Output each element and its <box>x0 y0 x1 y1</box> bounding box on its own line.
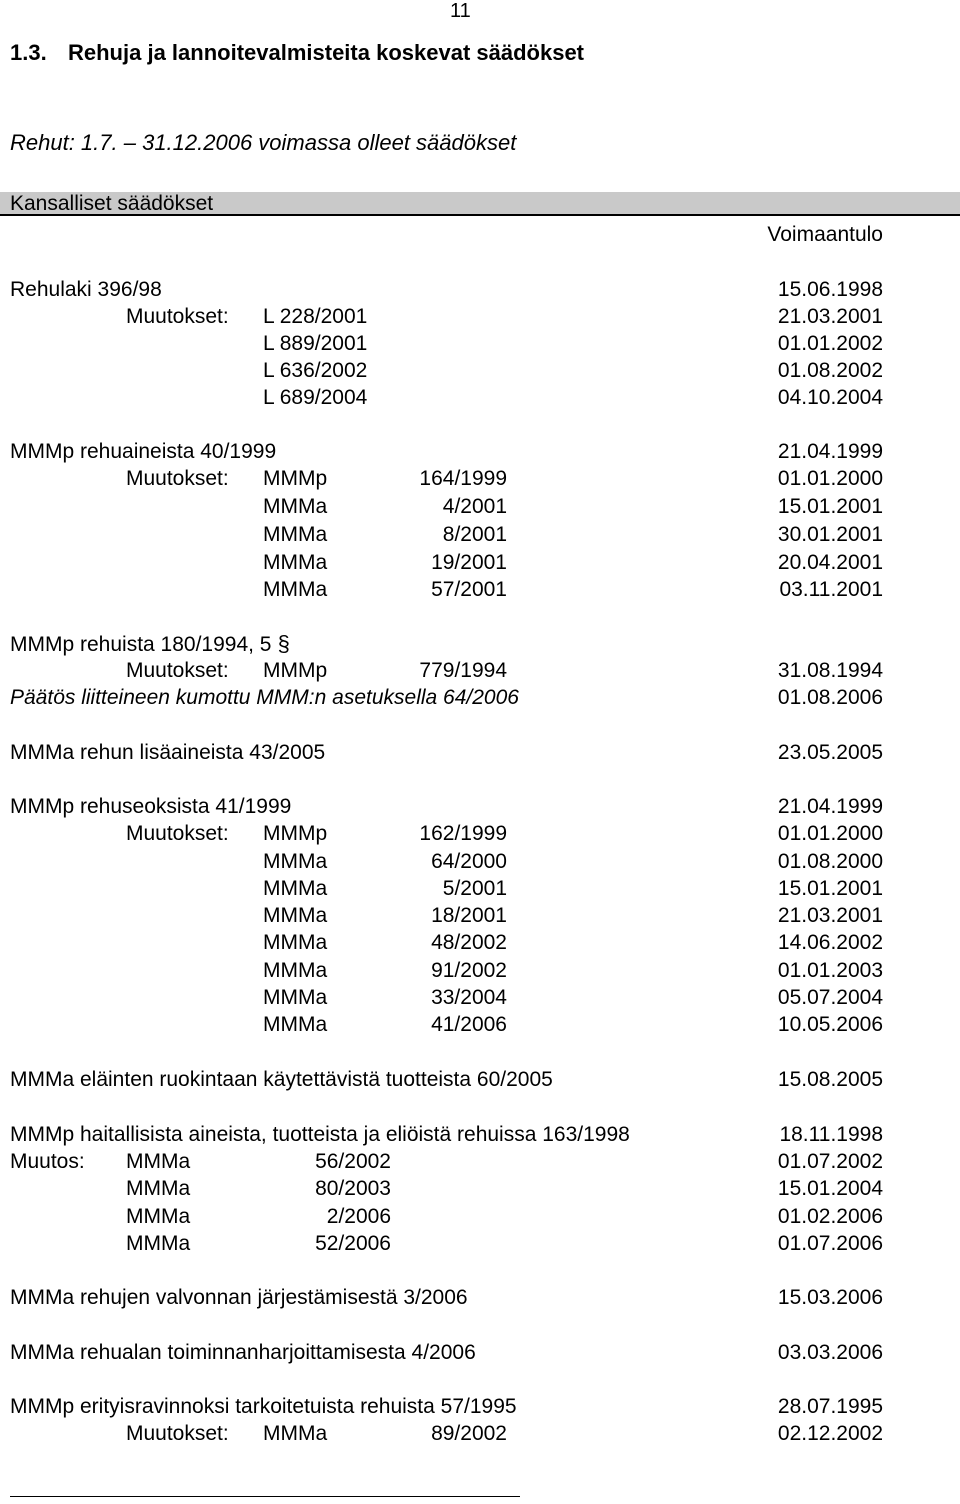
effective-date: 18.11.1998 <box>779 1123 883 1146</box>
regulation-title: Muutos: <box>10 1150 85 1173</box>
amendment-issuer: L 636/2002 <box>263 359 368 382</box>
section-title-bar <box>0 192 960 216</box>
regulation-title: MMMp rehuseoksista 41/1999 <box>10 795 292 818</box>
effective-date: 01.07.2002 <box>777 1150 883 1173</box>
effective-date: 01.01.2002 <box>777 332 883 355</box>
amendment-issuer: MMMa <box>263 986 328 1009</box>
section-heading-number: 1.3. <box>10 40 47 65</box>
effective-date: 10.05.2006 <box>777 1013 883 1036</box>
regulation-title: MMMa eläinten ruokintaan käytettävistä tuotteista 60/2005 <box>10 1068 553 1091</box>
amendment-number: 52/2006 <box>315 1232 391 1255</box>
amendment-number: 19/2001 <box>431 551 507 574</box>
effective-date: 21.03.2001 <box>777 305 883 328</box>
amendment-number: 91/2002 <box>431 959 507 982</box>
amendment-number: 41/2006 <box>431 1013 507 1036</box>
amendment-number: 80/2003 <box>315 1177 391 1200</box>
section-symbol: § <box>271 631 290 656</box>
amendment-issuer: L 889/2001 <box>263 332 368 355</box>
amendment-issuer: MMMa <box>263 495 328 518</box>
effective-date: 30.01.2001 <box>777 523 883 546</box>
regulation-title: Päätös liitteineen kumottu MMM:n asetuksella 64/2006 <box>10 686 519 709</box>
section-heading <box>10 40 584 66</box>
effective-date: 05.07.2004 <box>777 986 883 1009</box>
effective-date: 01.08.2002 <box>777 359 883 382</box>
effective-date: 21.03.2001 <box>777 904 883 927</box>
section-title: Kansalliset säädökset <box>10 192 214 215</box>
effective-date: 15.01.2001 <box>777 495 883 518</box>
effective-date: 15.08.2005 <box>777 1068 883 1091</box>
regulation-title: MMMp rehuista 180/1994, 5 § <box>10 631 290 656</box>
effective-date: 31.08.1994 <box>777 659 883 682</box>
subheading: Rehut: 1.7. – 31.12.2006 voimassa olleet säädökset <box>10 130 517 155</box>
amendment-issuer: MMMa <box>126 1177 191 1200</box>
regulation-title: MMMa rehun lisäaineista 43/2005 <box>10 741 326 764</box>
effective-date: 01.02.2006 <box>777 1205 883 1228</box>
amendment-number: 5/2001 <box>442 877 507 900</box>
effective-date: 04.10.2004 <box>777 386 883 409</box>
amendment-number: 56/2002 <box>315 1150 391 1173</box>
amendment-number: 64/2000 <box>431 850 507 873</box>
effective-date: 01.01.2000 <box>777 467 883 490</box>
amendment-issuer: MMMa <box>263 523 328 546</box>
effective-date: 01.01.2000 <box>777 822 883 845</box>
effective-date: 28.07.1995 <box>777 1395 883 1418</box>
amendment-number: 8/2001 <box>442 523 507 546</box>
regulation-title: Muutokset: <box>126 822 229 845</box>
amendment-issuer: MMMp <box>263 467 328 490</box>
effective-date: 15.03.2006 <box>777 1286 883 1309</box>
amendment-number: 162/1999 <box>419 822 507 845</box>
effective-date: 20.04.2001 <box>777 551 883 574</box>
effective-date: 15.01.2004 <box>777 1177 883 1200</box>
amendment-number: 48/2002 <box>431 931 507 954</box>
amendment-number: 164/1999 <box>419 467 507 490</box>
amendment-number: 89/2002 <box>431 1422 507 1445</box>
effective-date: 23.05.2005 <box>777 741 883 764</box>
column-header-voimaantulo: Voimaantulo <box>767 223 883 246</box>
regulation-title: MMMp haitallisista aineista, tuotteista ja eliöistä rehuissa 163/1998 <box>10 1123 630 1146</box>
amendment-issuer: MMMa <box>263 904 328 927</box>
effective-date: 03.03.2006 <box>777 1341 883 1364</box>
effective-date: 03.11.2001 <box>779 578 883 601</box>
regulation-title: MMMa rehualan toiminnanharjoittamisesta 4/2006 <box>10 1341 476 1364</box>
amendment-issuer: MMMa <box>126 1205 191 1228</box>
amendment-issuer: MMMa <box>263 931 328 954</box>
effective-date: 14.06.2002 <box>777 931 883 954</box>
regulation-title: Muutokset: <box>126 467 229 490</box>
amendment-number: 2/2006 <box>326 1205 391 1228</box>
amendment-issuer: MMMa <box>263 551 328 574</box>
effective-date: 15.06.1998 <box>777 278 883 301</box>
regulation-title: Muutokset: <box>126 1422 229 1445</box>
regulation-title: Rehulaki 396/98 <box>10 278 162 301</box>
regulation-title: MMMa rehujen valvonnan järjestämisestä 3/2006 <box>10 1286 468 1309</box>
amendment-issuer: MMMa <box>263 877 328 900</box>
regulation-title: MMMp rehuaineista 40/1999 <box>10 440 277 463</box>
effective-date: 21.04.1999 <box>777 795 883 818</box>
amendment-number: 4/2001 <box>442 495 507 518</box>
amendment-issuer: MMMa <box>263 959 328 982</box>
amendment-number: 57/2001 <box>431 578 507 601</box>
effective-date: 15.01.2001 <box>777 877 883 900</box>
amendment-issuer: MMMa <box>126 1150 191 1173</box>
effective-date: 01.08.2000 <box>777 850 883 873</box>
effective-date: 02.12.2002 <box>777 1422 883 1445</box>
footer-rule <box>10 1496 520 1497</box>
effective-date: 01.07.2006 <box>777 1232 883 1255</box>
amendment-issuer: MMMa <box>263 578 328 601</box>
amendment-issuer: MMMp <box>263 822 328 845</box>
regulation-title: MMMp erityisravinnoksi tarkoitetuista rehuista 57/1995 <box>10 1395 517 1418</box>
regulation-title: Muutokset: <box>126 659 229 682</box>
section-heading-text: Rehuja ja lannoitevalmisteita koskevat säädökset <box>68 40 585 65</box>
amendment-issuer: MMMp <box>263 659 328 682</box>
amendment-issuer: L 228/2001 <box>263 305 368 328</box>
amendment-issuer: MMMa <box>263 1013 328 1036</box>
effective-date: 01.01.2003 <box>777 959 883 982</box>
amendment-issuer: MMMa <box>126 1232 191 1255</box>
amendment-number: 18/2001 <box>431 904 507 927</box>
amendment-number: 33/2004 <box>431 986 507 1009</box>
amendment-issuer: L 689/2004 <box>263 386 368 409</box>
regulation-title: Muutokset: <box>126 305 229 328</box>
effective-date: 01.08.2006 <box>777 686 883 709</box>
amendment-number: 779/1994 <box>419 659 507 682</box>
effective-date: 21.04.1999 <box>777 440 883 463</box>
page-number: 11 <box>450 0 471 22</box>
amendment-issuer: MMMa <box>263 1422 328 1445</box>
amendment-issuer: MMMa <box>263 850 328 873</box>
